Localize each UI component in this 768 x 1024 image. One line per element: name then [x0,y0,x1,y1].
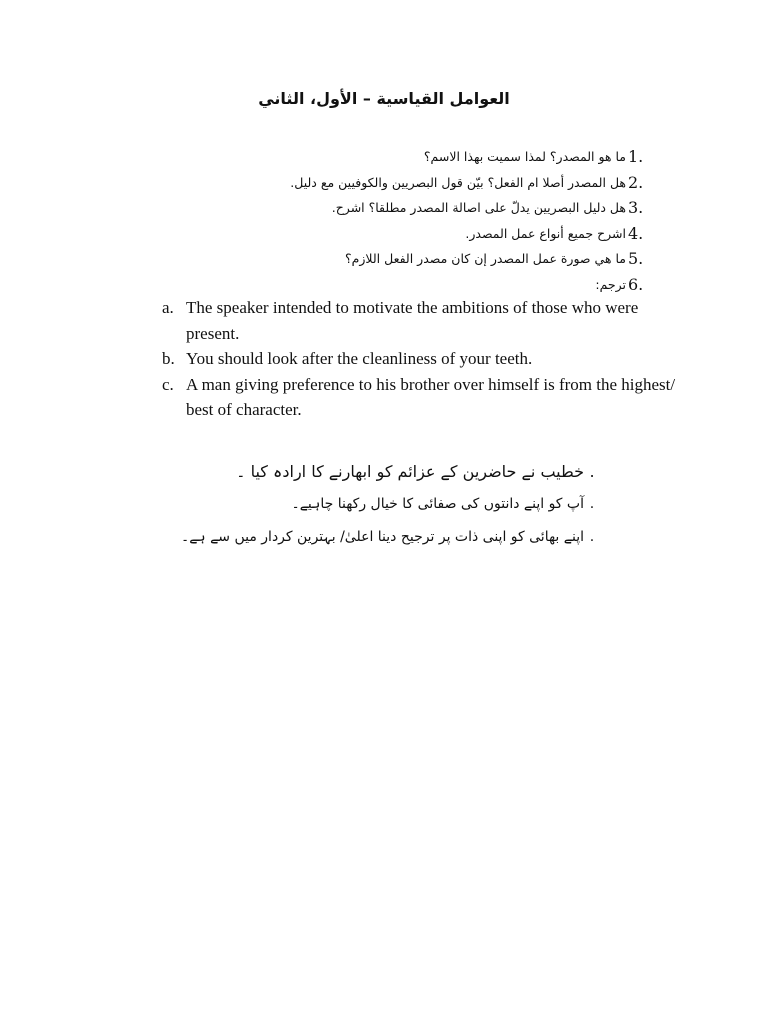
urdu-text: آپ کو اپنے دانتوں کی صفائی کا خیال رکھنا چاہیے۔ [291,496,584,512]
question-list [96,144,656,297]
page-title: العوامل القياسية – الأول، الثاني [258,89,510,108]
question-number: 3. [628,198,644,217]
question-text: هل دليل البصريين يدلّ على اصالة المصدر مطلقا؟ اشرح. [331,200,626,215]
question-item [96,272,656,298]
question-text: هل المصدر أصلا ام الفعل؟ بيّن قول البصريين والكوفيين مع دليل. [290,174,626,190]
urdu-sentence [140,488,600,521]
sentence-text: A man giving preference to his brother over himself is from the highest/ best of character. [186,374,676,419]
english-sentence [162,295,682,346]
urdu-text: اپنے بھائی کو اپنی ذات پر ترجیح دینا اعلیٰ/ بہترین کردار میں سے ہے۔ [181,529,584,545]
question-number: 4. [628,223,644,243]
english-sentence [162,346,682,372]
question-item [96,246,656,272]
question-item [96,144,656,170]
question-item [96,195,656,221]
sentence-text: You should look after the cleanliness of your teeth. [186,349,533,368]
question-text: ما هو المصدر؟ لمذا سميت بهذا الاسم؟ [423,149,626,164]
question-number: 1. [628,147,644,166]
sentence-text: The speaker intended to motivate the ambitions of those who were present. [186,298,639,343]
question-text: اشرح جميع أنواع عمل المصدر. [465,225,626,241]
english-sentence [162,372,682,423]
question-item [96,221,656,247]
urdu-sentence-list [140,455,600,554]
question-number: 5. [628,249,644,268]
urdu-bullet: . [589,529,595,545]
sentence-letter: c. [162,374,174,394]
sentence-letter: a. [162,298,174,317]
question-number: 2. [628,172,644,192]
urdu-sentence [140,455,600,488]
sentence-letter: b. [162,349,175,368]
urdu-sentence [140,521,600,554]
english-sentence-list [162,295,682,423]
question-text: ترجم: [595,276,626,292]
question-text: ما هي صورة عمل المصدر إن كان مصدر الفعل اللازم؟ [344,251,626,266]
question-item [96,170,656,196]
question-number: 6. [628,274,644,294]
urdu-bullet: . [589,462,595,481]
urdu-bullet: . [589,496,595,512]
urdu-text: خطیب نے حاضرین کے عزائم کو ابھارنے کا ارادہ کیا ۔ [236,462,584,481]
